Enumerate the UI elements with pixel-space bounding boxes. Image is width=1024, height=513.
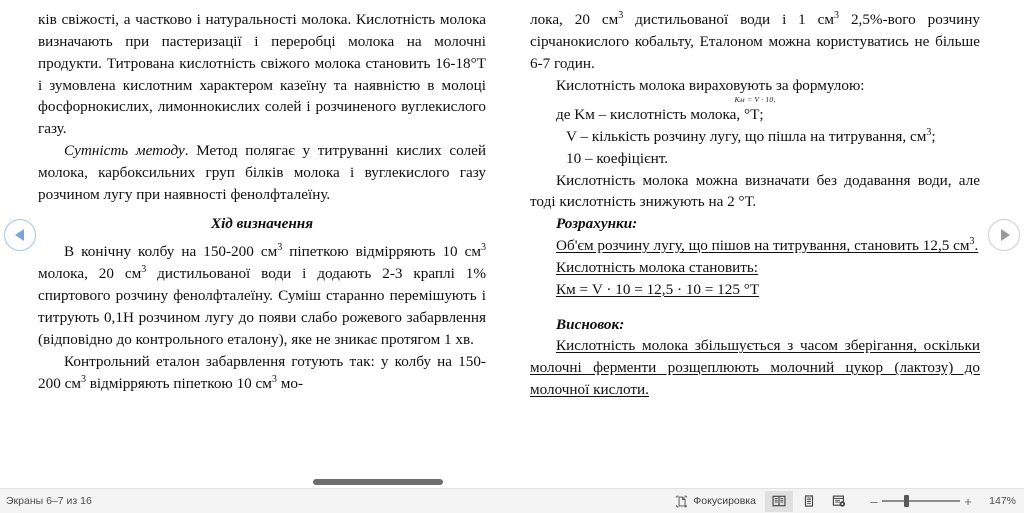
definition-coefficient: 10 – коефіцієнт. xyxy=(566,149,669,167)
toolbar-controls xyxy=(669,491,1024,512)
page-right-text-column xyxy=(530,9,980,401)
paragraph-without-water: Кислотність молока можна визначати без додавання води, але тоді кислотність знижують на 2 °Т. xyxy=(530,171,980,211)
heading-conclusion: Висновок: xyxy=(556,315,625,333)
page-left-text-column xyxy=(38,9,486,394)
paragraph-conclusion-body xyxy=(530,335,980,401)
definition-km xyxy=(530,104,980,126)
paragraph-acidity-formula xyxy=(530,279,980,301)
formula-acidity: Kм = V · 10, xyxy=(734,95,776,105)
zoom-in-button[interactable]: + xyxy=(964,493,972,509)
paragraph-procedure-2: Контрольний еталон забарвлення готують так: у колбу на 150-200 $см^3$ відмірряють піпеткою 10 $см^3$ мо- xyxy=(38,352,486,392)
zoom-slider-rail xyxy=(882,500,960,502)
two-page-spread-icon xyxy=(772,494,786,508)
paragraph-formula-intro: Кислотність молока вираховують за формулою: xyxy=(556,76,865,94)
zoom-control xyxy=(866,494,1016,508)
page-left[interactable] xyxy=(0,0,512,479)
focus-mode-button[interactable] xyxy=(669,492,764,511)
spacer xyxy=(530,301,980,314)
acidity-formula-underlined: Км = V · 10 = 12,5 · 10 = 125 °Т xyxy=(556,280,760,298)
focus-document-icon xyxy=(675,495,688,508)
bottom-toolbar xyxy=(0,488,1024,513)
page-gear-icon xyxy=(832,494,846,508)
spacer xyxy=(38,206,486,213)
zoom-slider-thumb[interactable] xyxy=(904,495,909,507)
method-essence-body: . Метод полягає у титруванні кислих солей молока, карбоксильних груп білків молока і вуглекислого газу розчином лугу при наявності фенолфталеїну. xyxy=(38,142,486,203)
horizontal-scrollbar-thumb[interactable] xyxy=(313,479,443,485)
lye-volume-underlined: Об'єм розчину лугу, що пішов на титрування, становить 12,5 $см^3$. xyxy=(556,235,979,255)
single-page-icon xyxy=(802,494,816,508)
conclusion-underlined: Кислотність молока збільшується з часом зберігання, оскільки молочні ферменти розщеплюють молочний цукор (лактозу) до молочної кислоти. xyxy=(530,337,980,399)
paragraph-continuation-right: лока, 20 $см^3$ дистильованої води і 1 $см^3$ 2,5%-вого розчину сірчанокислого кобальту, Еталоном можна користуватись не більше 6-7 годин. xyxy=(530,9,981,72)
heading-calculations: Розрахунки: xyxy=(556,215,638,233)
page-settings-view-button[interactable] xyxy=(825,491,853,512)
paragraph-procedure-1: В конічну колбу на 150-200 $см^3$ піпеткою відмірряють 10 $см^3$ молока, 20 $см^3$ дистильованої води і додають 2-3 краплі 1% спиртового розчину фенолфталеїну. Суміш старанно перемішують і титрують 0,1Н розчином лугу до появи слабо рожевого забарвлення (відповідно до контрольного еталону), яке не зникає протягом 1 хв. xyxy=(38,242,486,348)
horizontal-scrollbar[interactable] xyxy=(0,476,1024,488)
next-page-button[interactable] xyxy=(988,219,1020,251)
spacer xyxy=(38,234,486,241)
zoom-out-button[interactable]: – xyxy=(870,493,878,509)
paragraph-lye-volume xyxy=(530,235,980,257)
acidity-label-underlined: Кислотність молока становить: xyxy=(556,258,759,276)
chevron-left-icon xyxy=(15,229,24,241)
zoom-level-label: 147% xyxy=(989,495,1016,507)
focus-mode-label: Фокусировка xyxy=(693,495,756,507)
paragraph-method-essence xyxy=(38,140,486,206)
paragraph-continuation: ків свіжості, а частково і натуральності молока. Кислотність молока визначають при пастеризації і переробці молока на молочні продукти. Титрована кислотність свіжого молока становить 16-18°Т і зумовлена кислотним характером казеїну та наявністю в молоці фосфорнокислих, лимоннокислих солей і розчиненого вуглекислого газу. xyxy=(38,11,486,138)
page-status-label: Экраны 6–7 из 16 xyxy=(6,495,92,507)
method-essence-lead: Сутність методу xyxy=(64,142,185,160)
heading-procedure: Хід визначення xyxy=(210,214,314,232)
zoom-slider[interactable] xyxy=(882,494,960,508)
chevron-right-icon xyxy=(1001,229,1010,241)
previous-page-button[interactable] xyxy=(4,219,36,251)
single-page-view-button[interactable] xyxy=(795,491,823,512)
two-page-view-button[interactable] xyxy=(765,491,793,512)
paragraph-acidity-label xyxy=(530,257,980,279)
definition-v: V – кількість розчину лугу, що пішла на титрування, $см^3$; xyxy=(566,126,936,145)
definition-km-text: де Kм – кислотність молока, °Т; xyxy=(556,105,764,123)
page-right[interactable] xyxy=(512,0,1024,479)
